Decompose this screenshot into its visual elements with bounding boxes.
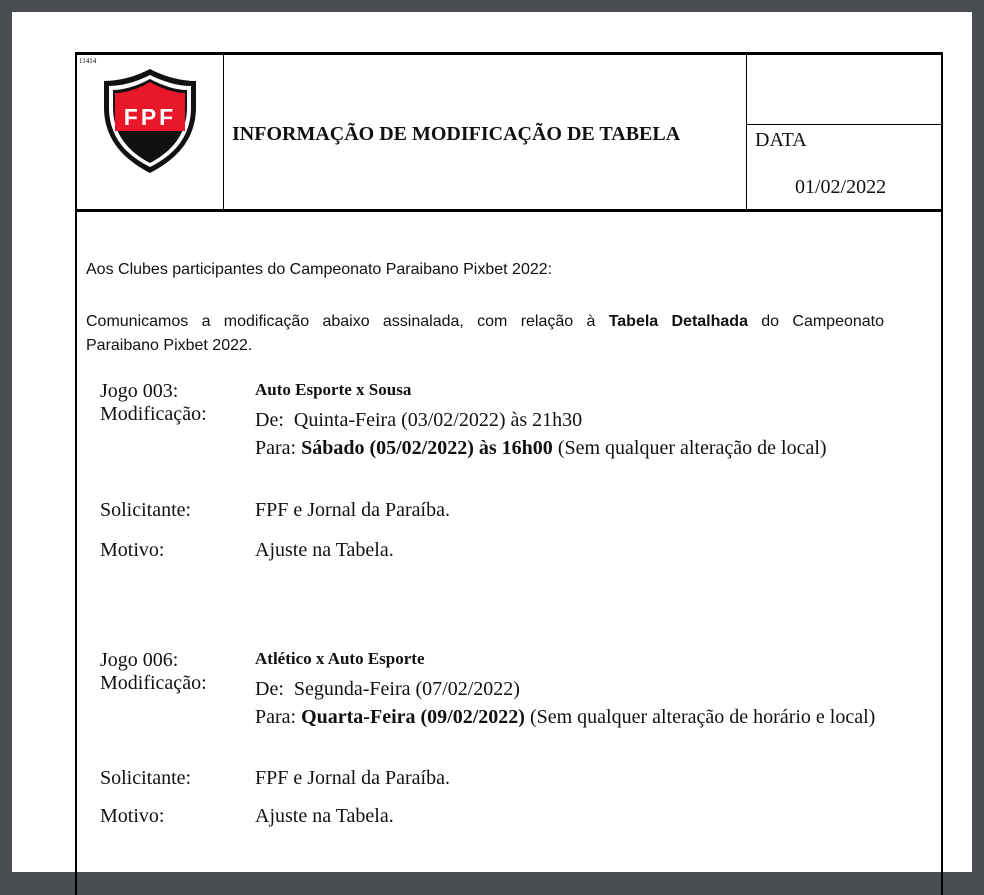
intro-bold-phrase: Tabela Detalhada — [608, 313, 748, 330]
modification-label: Modificação: — [100, 672, 207, 694]
reason-value: Ajuste na Tabela. — [255, 539, 394, 561]
requester-label: Solicitante: — [100, 767, 192, 789]
to-line: Para: Quarta-Feira (09/02/2022) (Sem qualquer alteração de horário e local) — [255, 706, 876, 728]
game-label: Jogo 006: — [100, 649, 179, 671]
from-line: De: Segunda-Feira (07/02/2022) — [255, 678, 520, 700]
to-line: Para: Sábado (05/02/2022) às 16h00 (Sem qualquer alteração de local) — [255, 437, 827, 459]
logo-cell — [77, 55, 224, 209]
document-number: 11414 — [79, 57, 97, 65]
intro-line-2: Paraibano Pixbet 2022. — [86, 337, 253, 354]
game-label: Jogo 003: — [100, 380, 179, 402]
greeting-text: Aos Clubes participantes do Campeonato Paraibano Pixbet 2022: — [86, 261, 553, 278]
date-empty-box — [747, 55, 941, 125]
title-cell — [224, 55, 747, 209]
requester-value: FPF e Jornal da Paraíba. — [255, 499, 450, 521]
requester-value: FPF e Jornal da Paraíba. — [255, 767, 450, 789]
date-cell — [747, 55, 941, 209]
from-line: De: Quinta-Feira (03/02/2022) às 21h30 — [255, 409, 583, 431]
document-page — [12, 12, 972, 872]
reason-label: Motivo: — [100, 539, 165, 561]
match-title: Atlético x Auto Esporte — [255, 649, 425, 668]
match-title: Auto Esporte x Sousa — [255, 380, 412, 399]
requester-label: Solicitante: — [100, 499, 192, 521]
document-header — [77, 55, 941, 212]
modification-label: Modificação: — [100, 403, 207, 425]
svg-text:FPF: FPF — [123, 104, 177, 130]
document-title: INFORMAÇÃO DE MODIFICAÇÃO DE TABELA — [232, 123, 681, 145]
date-value: 01/02/2022 — [795, 176, 887, 198]
intro-line-1: Comunicamos a modificação abaixo assinalada, com relação à Tabela Detalhada do Campeonato — [86, 313, 885, 330]
fpf-shield-logo — [101, 67, 199, 175]
reason-value: Ajuste na Tabela. — [255, 805, 394, 827]
date-label: DATA — [755, 129, 807, 151]
reason-label: Motivo: — [100, 805, 165, 827]
document-frame — [75, 52, 943, 895]
